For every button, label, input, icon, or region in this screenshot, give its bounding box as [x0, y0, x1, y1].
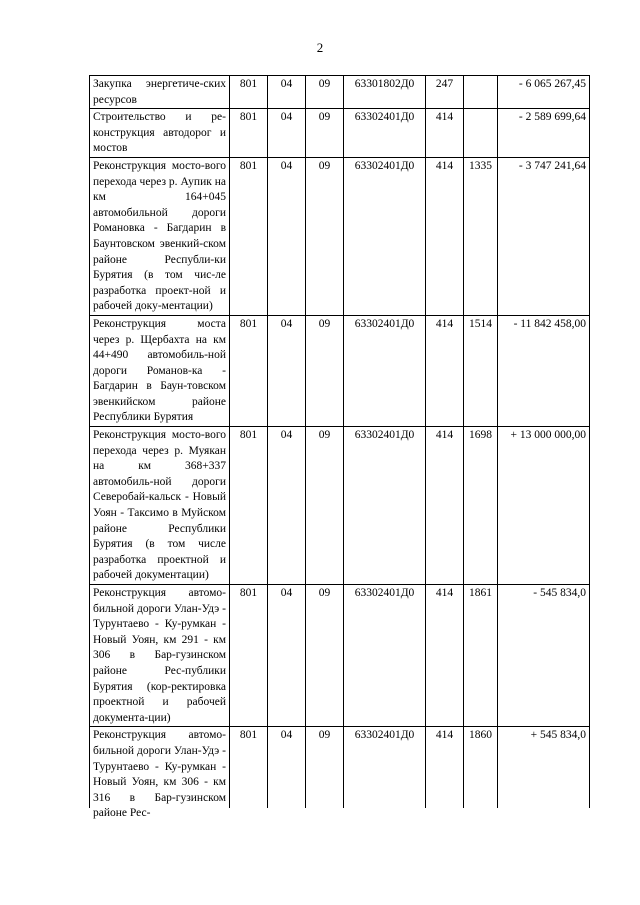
row-subsection: 09 [306, 727, 344, 809]
table-row [90, 157, 590, 315]
row-expense-type: 414 [426, 727, 464, 809]
table-row [90, 585, 590, 727]
row-target-article: 63302401Д0 [344, 109, 426, 158]
row-target-article: 63302401Д0 [344, 315, 426, 426]
table-row [90, 427, 590, 585]
row-amount: - 2 589 699,64 [498, 109, 590, 158]
row-section: 04 [268, 427, 306, 585]
table-row [90, 315, 590, 426]
row-name: Закупка энергетиче-ских ресурсов [90, 76, 230, 109]
row-grbs: 801 [230, 157, 268, 315]
row-code [464, 76, 498, 109]
row-amount: + 13 000 000,00 [498, 427, 590, 585]
row-grbs: 801 [230, 109, 268, 158]
row-amount: - 545 834,0 [498, 585, 590, 727]
row-grbs: 801 [230, 315, 268, 426]
row-subsection: 09 [306, 109, 344, 158]
row-subsection: 09 [306, 76, 344, 109]
row-subsection: 09 [306, 585, 344, 727]
row-grbs: 801 [230, 727, 268, 809]
row-name [90, 727, 230, 820]
row-amount: - 11 842 458,00 [498, 315, 590, 426]
row-grbs: 801 [230, 585, 268, 727]
row-subsection: 09 [306, 315, 344, 426]
row-subsection: 09 [306, 427, 344, 585]
row-amount: + 545 834,0 [498, 727, 590, 809]
row-expense-type: 414 [426, 585, 464, 727]
page-number: 2 [316, 40, 324, 55]
row-code: 1335 [464, 157, 498, 315]
row-expense-type: 414 [426, 427, 464, 585]
budget-table [89, 75, 590, 820]
row-grbs: 801 [230, 427, 268, 585]
row-target-article: 63302401Д0 [344, 427, 426, 585]
row-section: 04 [268, 157, 306, 315]
row-code: 1861 [464, 585, 498, 727]
row-expense-type: 414 [426, 157, 464, 315]
row-name: Реконструкция мосто-вого перехода через р. Муякан на км 368+337 автомобиль-ной дороги Северобай-кальск - Новый Уоян - Таксимо в Муйском районе Республики Бурятия (в том числе разработка проектной и рабочей документации) [90, 427, 230, 585]
row-expense-type: 247 [426, 76, 464, 109]
row-section: 04 [268, 315, 306, 426]
row-grbs: 801 [230, 76, 268, 109]
row-section: 04 [268, 727, 306, 809]
row-name: Реконструкция автомо-бильной дороги Улан-Удэ - Турунтаево - Ку-румкан - Новый Уоян, км 291 - км 306 в Бар-гузинском районе Рес-публики Бурятия (кор-ректировка проектной и рабочей документа-ции) [90, 585, 230, 727]
row-code: 1860 [464, 727, 498, 809]
row-target-article: 63302401Д0 [344, 157, 426, 315]
row-amount: - 3 747 241,64 [498, 157, 590, 315]
row-target-article: 63301802Д0 [344, 76, 426, 109]
row-expense-type: 414 [426, 109, 464, 158]
row-name: Реконструкция мосто-вого перехода через р. Аупик на км 164+045 автомобильной дороги Романовка - Багдарин в Баунтовском эвенкий-ском районе Республи-ки Бурятия (в том чис-ле разработка проект-ной и рабочей доку-ментации) [90, 157, 230, 315]
row-amount: - 6 065 267,45 [498, 76, 590, 109]
row-target-article: 63302401Д0 [344, 585, 426, 727]
row-section: 04 [268, 585, 306, 727]
row-code: 1698 [464, 427, 498, 585]
table-row [90, 109, 590, 158]
row-section: 04 [268, 76, 306, 109]
row-code: 1514 [464, 315, 498, 426]
table-row [90, 76, 590, 109]
table-row [90, 727, 590, 809]
row-target-article: 63302401Д0 [344, 727, 426, 809]
row-code [464, 109, 498, 158]
row-name-text: Реконструкция автомо-бильной дороги Улан-Удэ - Турунтаево - Ку-румкан - Новый Уоян, км 306 - км 316 в Бар-гузинском районе Рес- [93, 729, 226, 820]
row-name: Строительство и ре-конструкция автодорог и мостов [90, 109, 230, 158]
row-expense-type: 414 [426, 315, 464, 426]
row-section: 04 [268, 109, 306, 158]
row-subsection: 09 [306, 157, 344, 315]
row-name: Реконструкция моста через р. Щербахта на км 44+490 автомобиль-ной дороги Романов-ка - Багдарин в Баун-товском эвенкийском районе Республики Бурятия [90, 315, 230, 426]
